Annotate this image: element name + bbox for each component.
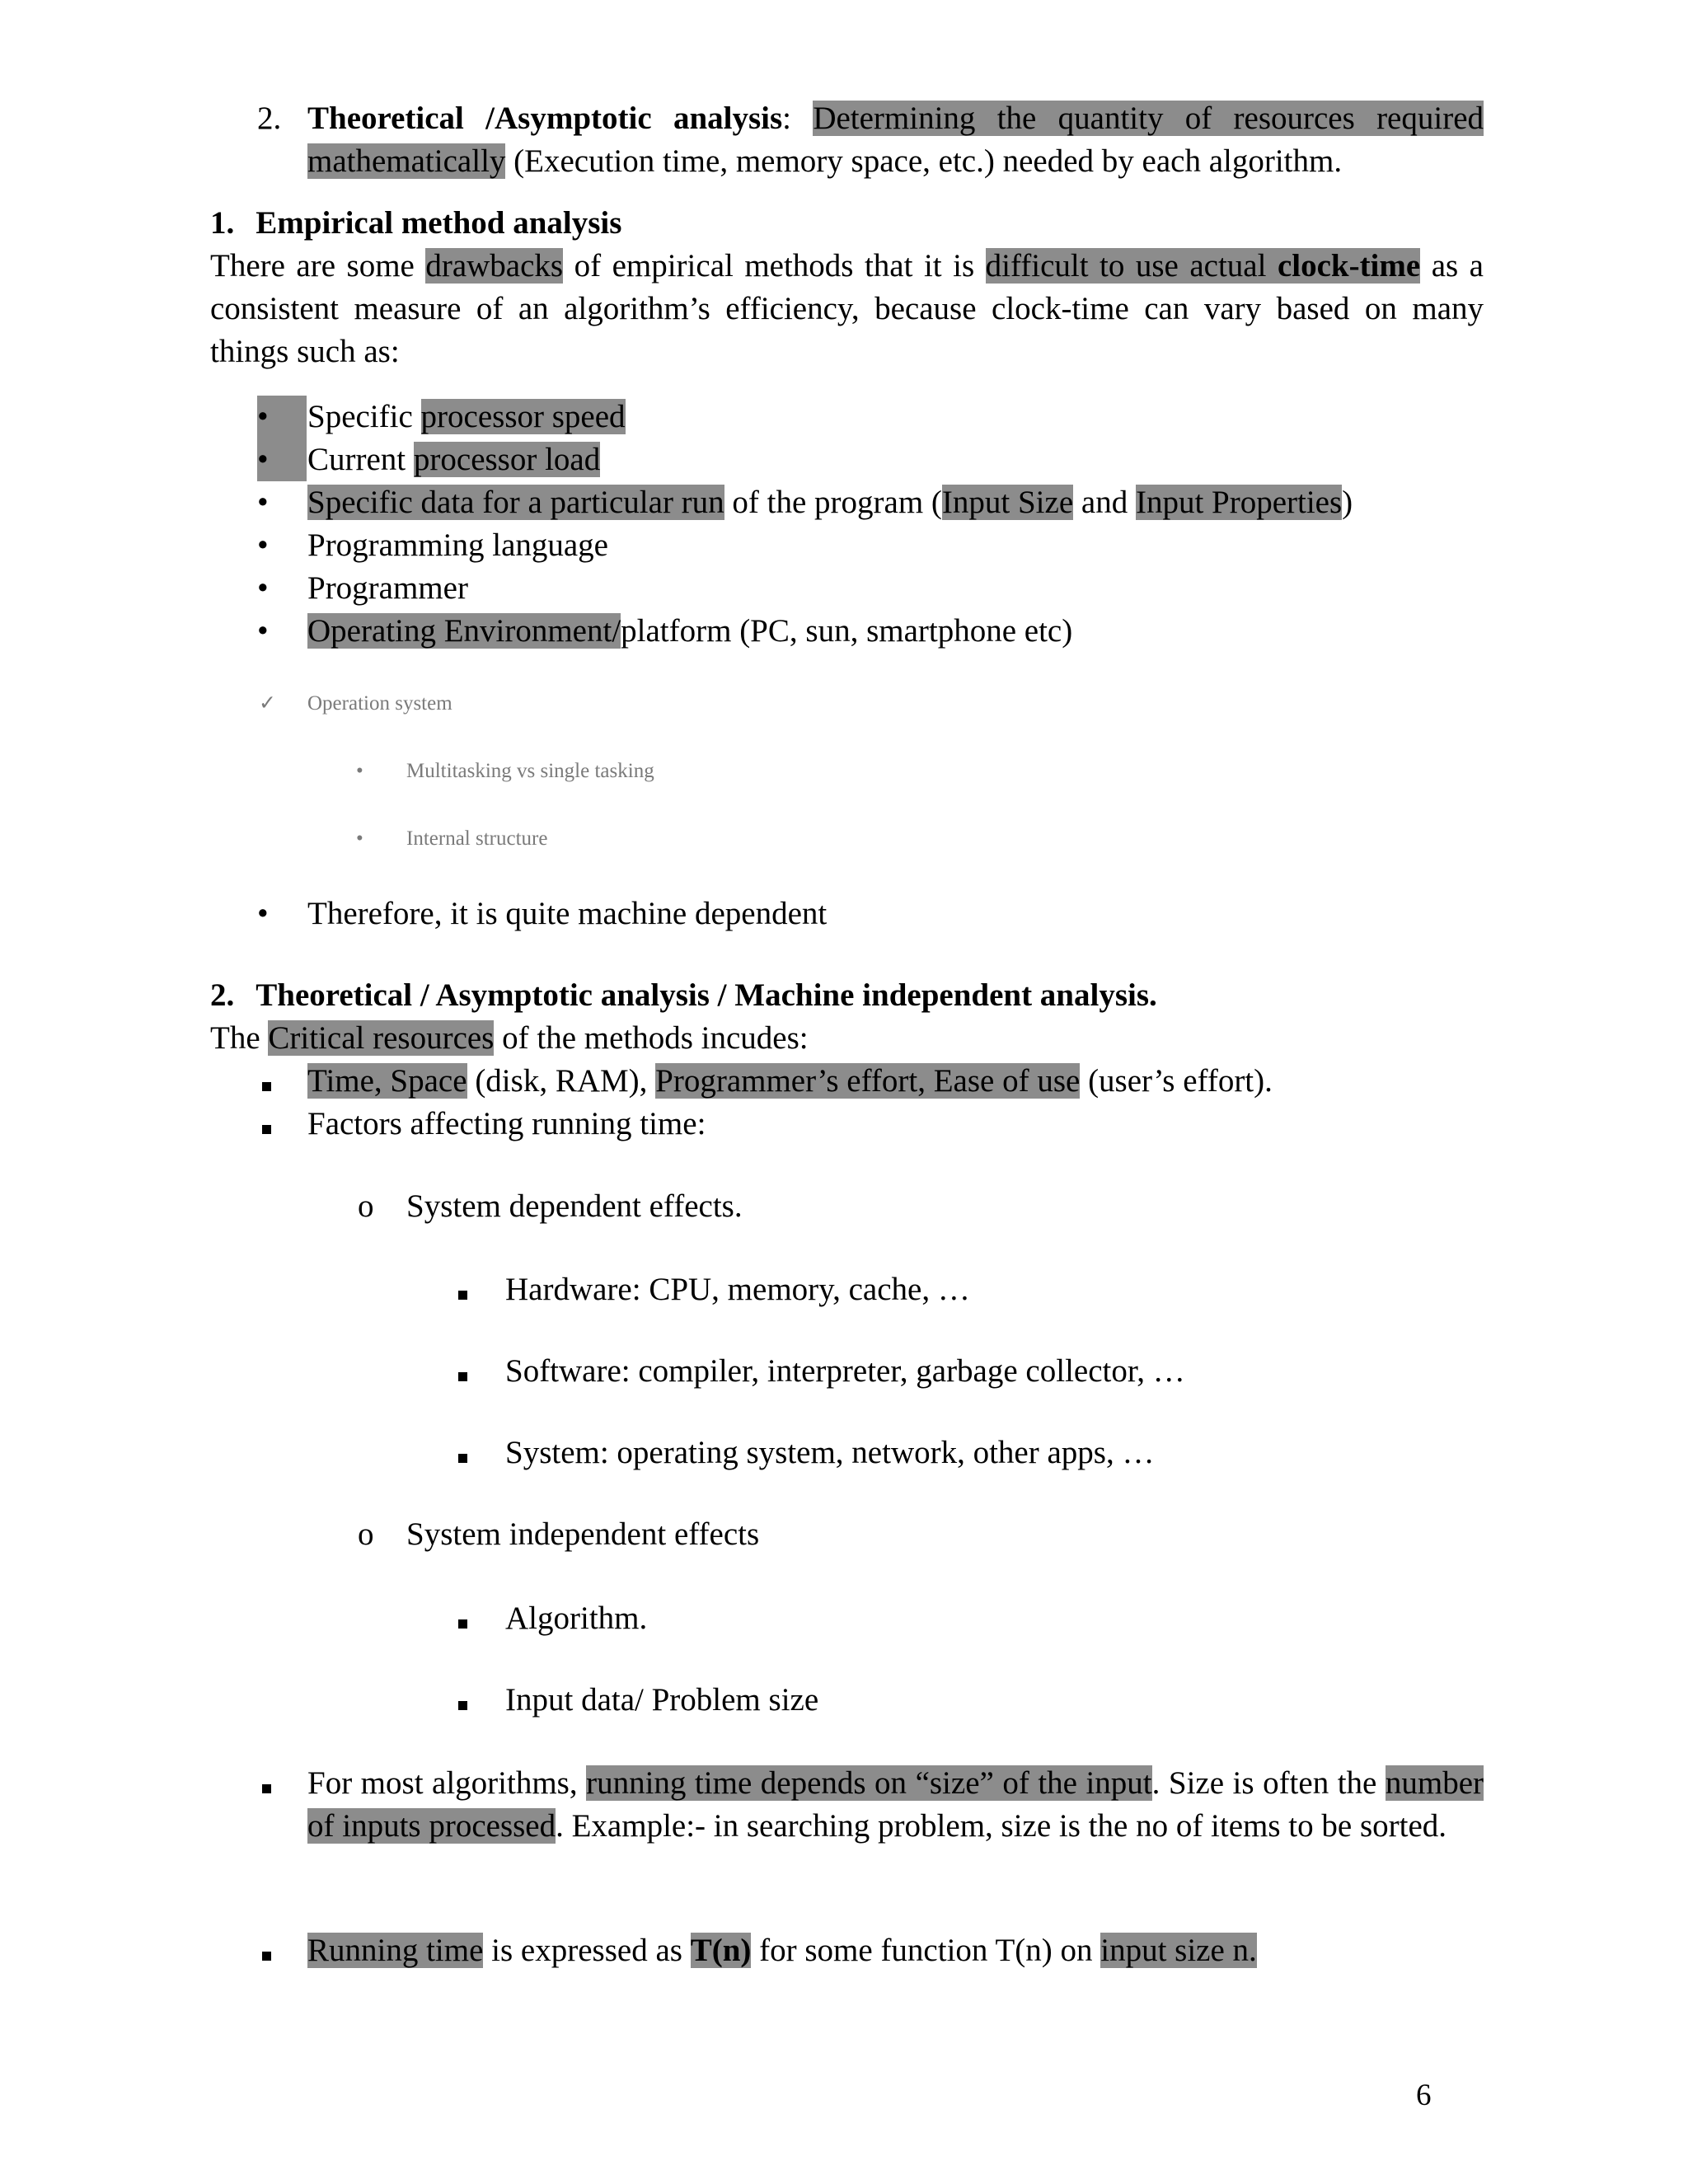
square-bullet xyxy=(262,1060,271,1103)
bullet-dot: • xyxy=(257,396,307,438)
square-bullet xyxy=(458,1268,467,1311)
s2-text: (user’s effort). xyxy=(1080,1063,1273,1099)
indep-item: Algorithm. xyxy=(505,1601,648,1636)
section1-number: 1. xyxy=(210,205,235,241)
check-icon: ✓ xyxy=(259,692,276,715)
intro-highlight-1: Determining the quantity of resources required xyxy=(813,101,1484,136)
section2-number: 2. xyxy=(210,977,235,1013)
page-number: 6 xyxy=(1416,2079,1432,2112)
s1-text-b: of empirical methods that it is xyxy=(563,248,986,284)
s2-highlight-inputs: number of inputs processed xyxy=(307,1765,1484,1844)
bullet-text: Specific xyxy=(307,399,421,434)
bullet-text: Current xyxy=(307,442,414,477)
independent-effects: System independent effects xyxy=(406,1516,760,1552)
intro-rest: (Execution time, memory space, etc.) needed by each algorithm. xyxy=(505,143,1343,179)
square-bullet xyxy=(262,1929,271,1972)
s2-highlight-input-size: input size n. xyxy=(1100,1933,1257,1968)
s1-text-c: as a consistent measure of an algorithm’s efficiency, because clock-time can vary based on many things such as: xyxy=(210,248,1484,369)
s2-para-tn xyxy=(307,1929,1257,1972)
square-bullet xyxy=(262,1103,271,1146)
s2-text: . Size is often the xyxy=(1151,1765,1386,1801)
o-bullet: o xyxy=(358,1516,374,1552)
bullet-highlight: processor load xyxy=(413,442,601,477)
bullet-dot: • xyxy=(257,613,269,649)
indep-item: Input data/ Problem size xyxy=(505,1682,819,1718)
bullet-highlight: Operating Environment/ xyxy=(307,613,621,649)
s2-text: for some function T(n) on xyxy=(751,1933,1101,1968)
bullet-highlight-input-properties: Input Properties xyxy=(1135,485,1343,520)
s2-text: (disk, RAM), xyxy=(467,1063,656,1099)
dep-item: System: operating system, network, other apps, … xyxy=(505,1435,1155,1470)
sub-bullet-item: Internal structure xyxy=(406,827,548,850)
s1-text-a: There are some xyxy=(210,248,426,284)
s2-highlight-tn: T(n) xyxy=(690,1933,752,1968)
bullet-dot: • xyxy=(257,896,269,931)
s2-text: is expressed as xyxy=(483,1933,691,1968)
sub-bullet-dot: • xyxy=(356,827,363,850)
s1-hl-text: difficult to use actual xyxy=(985,248,1278,284)
bullet-item xyxy=(307,610,1072,653)
section2-intro xyxy=(210,1017,809,1060)
s2-highlight-effort: Programmer’s effort, Ease of use xyxy=(655,1063,1081,1099)
dependent-effects: System dependent effects. xyxy=(406,1188,743,1224)
bullet-item xyxy=(307,438,600,481)
intro-item-heading: Theoretical /Asymptotic analysis xyxy=(307,101,783,136)
bullet-item xyxy=(307,481,1353,524)
s2-item-1 xyxy=(307,1060,1273,1103)
s1-hl-bold: clock-time xyxy=(1277,248,1421,284)
bullet-dot: • xyxy=(257,570,269,606)
square-bullet xyxy=(262,1762,271,1805)
intro-item-line-2 xyxy=(307,140,1484,183)
dep-item: Hardware: CPU, memory, cache, … xyxy=(505,1272,970,1307)
square-bullet xyxy=(458,1679,467,1722)
s2-highlight-running-time: running time depends on “size” of the input xyxy=(586,1765,1152,1801)
intro-item-number: 2. xyxy=(257,101,282,136)
section2-heading xyxy=(210,974,1157,1017)
bullet-highlight: Specific data for a particular run xyxy=(307,485,724,520)
intro-item-text xyxy=(307,97,1484,183)
square-bullet xyxy=(458,1350,467,1393)
bullet-item: Programming language xyxy=(307,527,608,563)
bullet-text: platform (PC, sun, smartphone etc) xyxy=(621,613,1073,649)
check-item: Operation system xyxy=(307,692,452,715)
bullet-dot: • xyxy=(257,527,269,563)
section1-paragraph xyxy=(210,245,1484,373)
s2-text: The xyxy=(210,1020,269,1056)
sub-bullet-item: Multitasking vs single tasking xyxy=(406,760,654,782)
square-bullet xyxy=(458,1597,467,1640)
s1-highlight-drawbacks: drawbacks xyxy=(425,248,564,284)
bullet-item xyxy=(307,396,626,438)
o-bullet: o xyxy=(358,1188,374,1224)
square-bullet xyxy=(458,1432,467,1474)
s2-text: For most algorithms, xyxy=(307,1765,587,1801)
bullet-dot: • xyxy=(257,438,307,481)
bullet-item: Programmer xyxy=(307,570,468,606)
bullet-text: ) xyxy=(1342,485,1353,520)
s2-highlight-time-space: Time, Space xyxy=(307,1063,467,1099)
s2-para-size xyxy=(307,1762,1484,1848)
s2-text: of the methods incudes: xyxy=(494,1020,809,1056)
sub-bullet-dot: • xyxy=(356,760,363,782)
s2-highlight-critical: Critical resources xyxy=(268,1020,495,1056)
bullet-dot: • xyxy=(257,485,269,520)
bullet-highlight: processor speed xyxy=(420,399,626,434)
s2-highlight-running: Running time xyxy=(307,1933,484,1968)
s2-text: . Example:- in searching problem, size is the no of items to be sorted. xyxy=(556,1808,1447,1844)
conclusion-item: Therefore, it is quite machine dependent xyxy=(307,896,828,931)
bullet-text: of the program ( xyxy=(724,485,942,520)
s1-highlight-clocktime xyxy=(986,248,1421,284)
bullet-text: and xyxy=(1073,485,1136,520)
dep-item: Software: compiler, interpreter, garbage collector, … xyxy=(505,1353,1185,1389)
intro-item-line-1 xyxy=(307,97,1484,140)
bullet-highlight-input-size: Input Size xyxy=(941,485,1074,520)
intro-highlight-2: mathematically xyxy=(307,143,506,179)
section2-title: Theoretical / Asymptotic analysis / Machine independent analysis. xyxy=(256,977,1157,1013)
s2-item-2: Factors affecting running time: xyxy=(307,1106,706,1141)
section1-heading xyxy=(210,202,621,245)
section1-title: Empirical method analysis xyxy=(256,205,622,241)
intro-colon: : xyxy=(782,101,792,136)
